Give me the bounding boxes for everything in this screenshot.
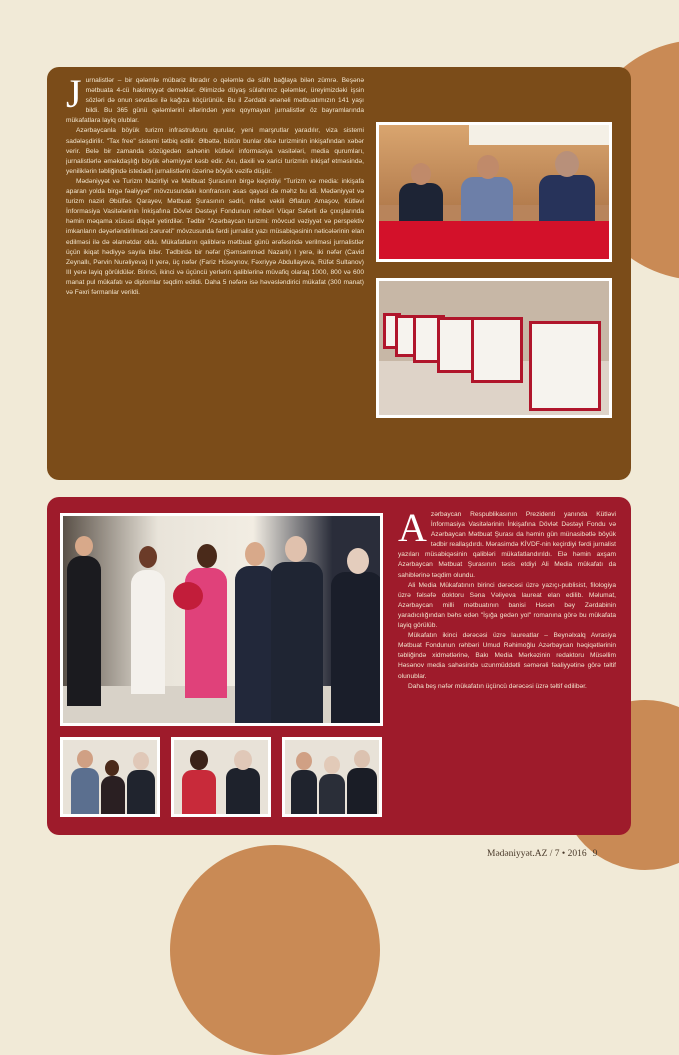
- article-bottom-paragraph-2: Ali Media Mükafatının birinci dərəcəsi üzrə yazıçı-publisist, filologiya üzrə fəlsəfə doktoru Səna Vəliyeva laureat elan edilib. Məlumat, Azərbaycan milli mətbuatının banisi Həsən bəy Zərdabinin yaradıcılığından bəhs edən "İşığa gedən yol" romanına görə bu mükafata layiq görülüb.: [398, 581, 616, 630]
- thumb-man-figure-3: [347, 768, 377, 817]
- thumb-woman-red-head: [190, 750, 208, 770]
- thumb-man2-figure: [127, 770, 155, 817]
- thumb-man-head-3: [354, 750, 370, 768]
- thumb-man-figure: [71, 768, 99, 817]
- woman-white-head: [139, 546, 157, 568]
- thumb-woman-figure: [101, 776, 125, 817]
- dropcap-a: A: [398, 510, 427, 550]
- diploma-5: [471, 317, 523, 383]
- thumb-man-head-2: [324, 756, 340, 774]
- decorative-circle-bottom: [170, 845, 380, 1055]
- man-suit-head-2: [285, 536, 307, 562]
- page-footer: [487, 849, 637, 863]
- man-suit-figure-3: [331, 572, 383, 726]
- flowers: [173, 582, 203, 610]
- thumbnail-photo-2: [171, 737, 271, 817]
- thumb-woman-red-figure: [182, 770, 216, 817]
- thumb-man-figure: [226, 768, 260, 817]
- thumb-man-head: [77, 750, 93, 768]
- woman-white-figure: [131, 570, 165, 694]
- panelist-center-head: [477, 155, 499, 179]
- photo-screen: [469, 125, 612, 145]
- award-ceremony-photo: [60, 513, 383, 726]
- thumb-man2-head: [133, 752, 149, 770]
- conference-table-photo: [376, 122, 612, 262]
- man-suit-head-1: [245, 542, 265, 566]
- dropcap-j: J: [66, 76, 82, 116]
- thumb-man-head-1: [296, 752, 312, 770]
- thumb-man-figure-2: [319, 774, 345, 817]
- presenter-figure: [67, 556, 101, 706]
- thumb-man-figure-1: [291, 770, 317, 817]
- woman-pink-head: [197, 544, 217, 568]
- man-suit-figure-1: [235, 566, 275, 726]
- article-top-paragraph-2: Azərbaycanla böyük turizm infrastrukturu qurular, yeni marşrutlar yaradılır, viza sistemi sadələşdirilir. "Tax free" sistemi tətbiq edilir. Əlbəttə, bütün bunlar ölkə turizminin inkişafından xəbər verir. Belə bir zamanda sözügedən sahənin kütləvi informasiya vasitələri, media qurumları, jurnalistlərlə əməkdaşlığı böyük əhəmiyyət kəsb edir. Axı, daxili və xarici turizmin inkişaf etməsində, yeniliklərin təbliğində istedadlı jurnalistlərin üzərinə böyük vəzifə düşür.: [66, 127, 364, 175]
- article-top-paragraph-3: Mədəniyyət və Turizm Nazirliyi və Mətbuat Şurasının birgə keçirdiyi "Turizm və media: inkişafa aparan yolda birgə fəaliyyət" mövzusundakı konfransın əsas qayəsi də məhz bu idi. Mədəniyyət və turizm naziri Əbülfəs Qarayev, Mətbuat Şurasının sədri, millət vəkili Əflatun Amaşov, Kütləvi İnformasiya Vasitələrinin İnkişafına Dövlət Dəstəyi Fondunun rəhbəri Vüqar Səfərli də çıxışlarında həmin məqama xüsusi diqqət yetirdilər. Tədbir "Azərbaycan turizmi: mövcud vəziyyət və perspektiv imkanların dəyərləndirilməsi zərurəti" mövzusunda fərdi jurnalist yazı müsabiqəsinin nəticələrinin elan edilməsi ilə də əlamətdar oldu. Mükafatların qaliblərə mətbuat günü ərəfəsində verilməsi jurnalistlər üçün ikiqat hədiyyə sayıla bilər. Tədbirdə bir nəfər (Şəmsəmməd Nazarlı) I yerə, iki nəfər (Cavid Zeynallı, Pərvin Nurəliyeva) II yerə, üç nəfər (Fariz Hüseynov, Fəxriyyə Abdullayeva, Rüfət Sultanov) III yerə layiq görüldülər. Birinci, ikinci və üçüncü yerlərin qaliblərinə müvafiq olaraq 1000, 800 və 600 manat pul mükafatı və diplomlar təqdim edildi. Daha 5 nəfərə isə həvəsləndirici mükafat (300 manat) və Fəxri fərmanlar verildi.: [66, 177, 364, 296]
- article-top-paragraph-1: urnalistlər – bir qələmlə mübariz libradır o qələmlə də sülh bağlaya bilən zümrə. Beşənə mətbuata 4-cü hakimiyyət deməklər. Əlimizdə düyaş sülahımız qələmlər, üreyimizdəki işsin sözləri də onun sevdası ilə kağıza köçürünük. Bu il Zərdabi ənənəli mətbuatımızın 141 yaşı bildi. Bu 365 günü qələmlərini əllərindən yere qoymayan jurnalistlər öz bayramlarında mükafatlara layiq olublar.: [66, 77, 364, 125]
- thumbnail-photo-1: [60, 737, 160, 817]
- panelist-left-head: [411, 163, 431, 185]
- article-bottom-text: [398, 510, 616, 810]
- presenter-head: [75, 536, 93, 556]
- man-suit-figure-2: [271, 562, 323, 726]
- article-bottom-paragraph-3: Mükafatın ikinci dərəcəsi üzrə laureatlar – Beynəlxalq Avrasiya Mətbuat Fondunun rəhbəri Umud Rəhimoğlu Azərbaycan həqiqətlərinin təbliğində xidmətlərinə, Bakı Media Mərkəzinin redaktoru Müsəllim Həsənov media sahəsində uzunmüddətli səmərəli fəaliyyətinə görə təltif olunublar.: [398, 632, 616, 680]
- diploma-6: [529, 321, 601, 411]
- thumb-woman-head: [105, 760, 119, 776]
- article-bottom-paragraph-1: zərbaycan Respublikasının Prezidenti yanında Kütləvi İnformasiya Vasitələrinin İnkişafına Dövlət Dəstəyi Fondu və Azərbaycan Mətbuat Şurası da həmin gün münasibətlə böyük tədbir reallaşdırdı. Mərasimdə KİVDF-nin keçirdiyi fərdi jurnalist yazıları müsabiqəsinin qalibləri mükafatlandırıldı. Elə həmin axşam Azərbaycan Mətbuat Şurasının təsis etdiyi Ali Media mükafatı da sahiblərinə təqdim olundu.: [398, 511, 616, 579]
- article-top-text: [66, 76, 364, 468]
- panelist-right-head: [555, 151, 579, 177]
- thumbnail-photo-3: [282, 737, 382, 817]
- article-bottom-paragraph-4: Daha beş nəfər mükafatın üçüncü dərəcəsi üzrə təltif edilibər.: [408, 682, 587, 690]
- diplomas-photo: [376, 278, 612, 418]
- page-number: 9: [592, 849, 598, 859]
- red-tablecloth: [379, 221, 609, 262]
- man-suit-head-3: [347, 548, 369, 574]
- thumb-man-head: [234, 750, 252, 770]
- publication-name: Mədəniyyət.AZ / 7 • 2016: [487, 849, 587, 859]
